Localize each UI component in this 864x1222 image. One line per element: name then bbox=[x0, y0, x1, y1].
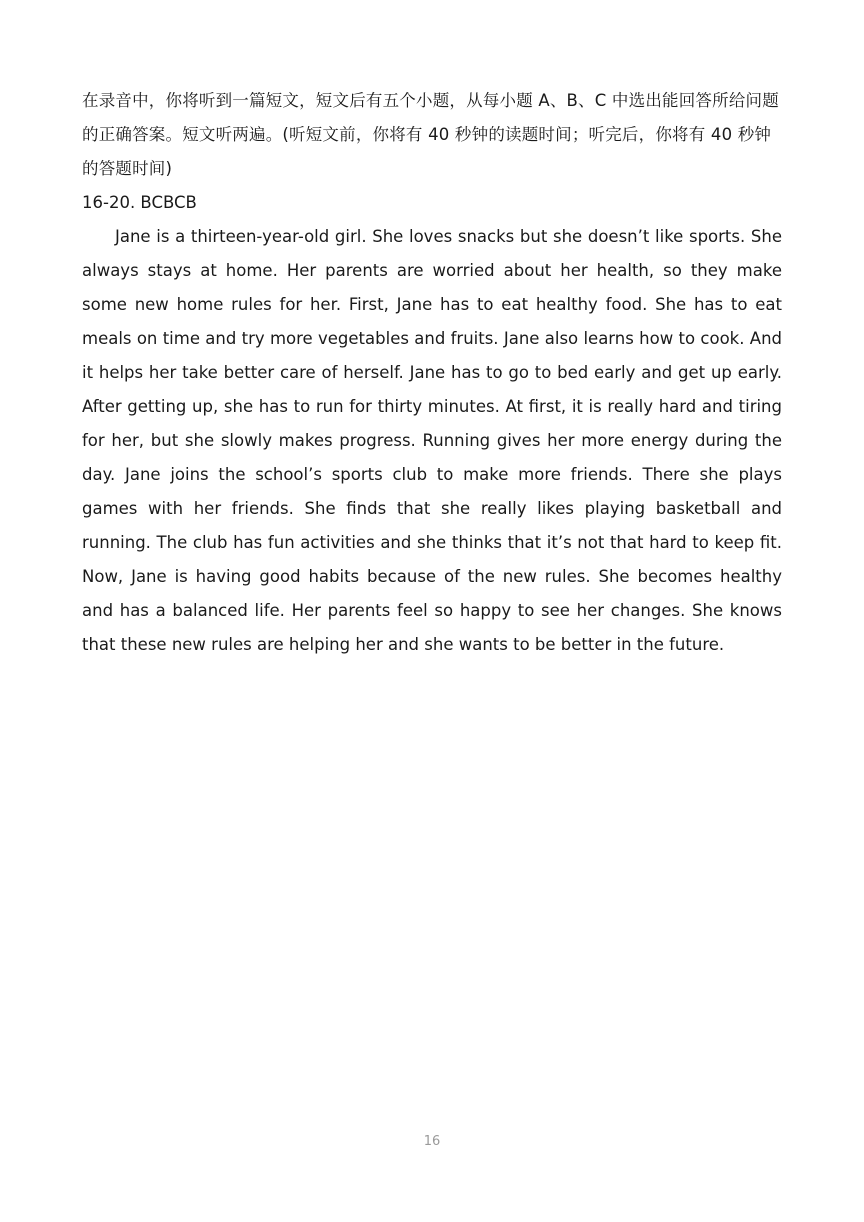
page-number: 16 bbox=[423, 1134, 441, 1149]
section-instructions: 在录音中，你将听到一篇短文，短文后有五个小题，从每小题 A、B、C 中选出能回答所给问题的正确答案。短文听两遍。(听短文前，你将有 40 秒钟的读题时间；听完后，你将有 40 秒钟的答题时间) bbox=[82, 91, 779, 178]
listening-passage: Jane is a thirteen-year-old girl. She loves snacks but she doesn’t like sports. She always stays at home. Her parents are worried about her health, so they make some new home rules for her. First, Jane has to eat healthy food. She has to eat meals on time and try more vegetables and fruits. Jane also learns how to cook. And it helps her take better care of herself. Jane has to go to bed early and get up early. After getting up, she has to run for thirty minutes. At first, it is really hard and tiring for her, but she slowly makes progress. Running gives her more energy during the day. Jane joins the school’s sports club to make more friends. There she plays games with her friends. She finds that she really likes playing basketball and running. The club has fun activities and she thinks that it’s not that hard to keep fit. Now, Jane is having good habits because of the new rules. She becomes healthy and has a balanced life. Her parents feel so happy to see her changes. She knows that these new rules are helping her and she wants to be better in the future. bbox=[82, 227, 782, 654]
page-content bbox=[82, 84, 782, 662]
answer-key: 16-20. BCBCB bbox=[82, 193, 197, 212]
